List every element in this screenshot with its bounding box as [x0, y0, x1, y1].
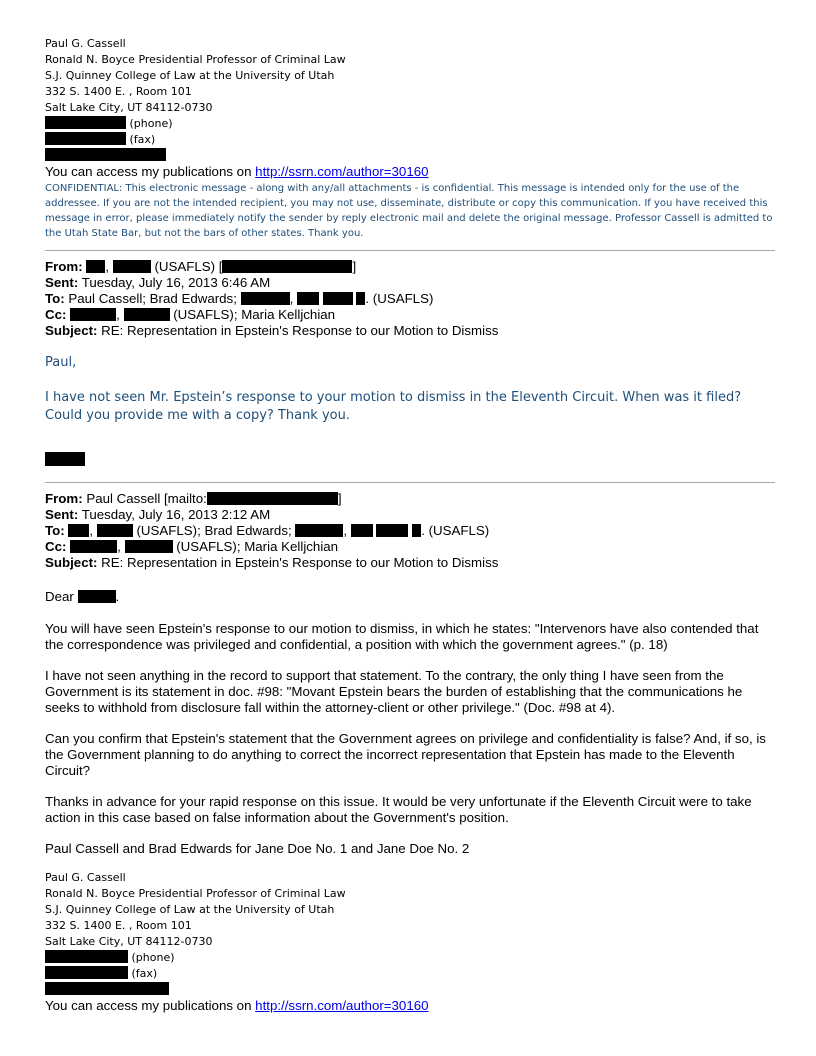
redaction-box [295, 524, 343, 537]
subject-line [45, 323, 775, 339]
sig-fax-label: (fax) [131, 967, 158, 980]
signature-block [45, 870, 775, 998]
document-page [45, 36, 775, 1014]
cc-line [45, 539, 775, 555]
cc-label: Cc: [45, 307, 67, 322]
to-value: (USAFLS); Brad Edwards; [132, 523, 296, 538]
redaction-box [124, 308, 170, 321]
redaction-box [45, 452, 85, 466]
sig-name: Paul G. Cassell [45, 37, 126, 50]
sig-fax-line [45, 132, 775, 148]
email-header [45, 259, 775, 339]
sent-line [45, 507, 775, 523]
from-label: From: [45, 491, 83, 506]
confidentiality-notice: CONFIDENTIAL: This electronic message - along with any/all attachments - is confidential. This message is intended only for the use of the addressee. If you are not the intended recipient, you may not use, disseminate, distribute or copy this communication. If you have received this message in error, please immediately notify the sender by reply electronic mail and delete the original message. Professor Cassell is admitted to the Utah State Bar, but not the bars of other states. Thank you. [45, 183, 773, 239]
sent-value: Tuesday, July 16, 2013 6:46 AM [78, 275, 271, 290]
redaction-box [45, 982, 169, 995]
sig-fax-line [45, 966, 775, 982]
sig-name: Paul G. Cassell [45, 871, 126, 884]
email-paragraph: You will have seen Epstein's response to our motion to dismiss, in which he states: "Intervenors have also contended that the correspondence was privileged and confidential, a position with which the government agrees." (p. 18) [45, 621, 759, 652]
publications-line [45, 164, 775, 180]
from-org: (USAFLS) [ [150, 259, 223, 274]
redaction-box [45, 966, 128, 979]
email-paragraph: Thanks in advance for your rapid response on this issue. It would be very unfortunate if the Eleventh Circuit were to take action in this case based on false information about the Government's position. [45, 794, 752, 825]
publications-link[interactable]: http://ssrn.com/author=30160 [255, 998, 429, 1013]
sig-email-line [45, 148, 775, 164]
sig-address-city: Salt Lake City, UT 84112-0730 [45, 935, 213, 948]
from-sep: , [105, 259, 110, 274]
redaction-box [241, 292, 290, 305]
sig-school: S.J. Quinney College of Law at the University of Utah [45, 69, 335, 82]
to-label: To: [45, 291, 65, 306]
publications-text: You can access my publications on [45, 998, 256, 1013]
to-end: . (USAFLS) [365, 291, 434, 306]
cc-sep: , [116, 307, 120, 322]
email-paragraph: I have not seen anything in the record to support that statement. To the contrary, the only thing I have seen from the Government is its statement in doc. #98: "Movant Epstein bears the burden of establishing that the communications he seeks to withhold from disclosure fall within the attorney-client or other privilege." (Doc. #98 at 4). [45, 668, 743, 715]
to-sep: , [343, 523, 348, 538]
email-paragraph: Can you confirm that Epstein's statement that the Government agrees on privilege and confidentiality is false? And, if so, is the Government planning to do anything to correct the incorrect representation that Epstein has made to the Eleventh Circuit? [45, 731, 766, 778]
redaction-box [68, 524, 89, 537]
sig-phone-label: (phone) [129, 117, 173, 130]
redaction-box [45, 950, 128, 963]
cc-value: (USAFLS); Maria Kelljchian [169, 307, 336, 322]
sender-signature [45, 451, 775, 465]
greeting-text: Dear [45, 589, 78, 604]
email-paragraph: Paul Cassell and Brad Edwards for Jane Doe No. 1 and Jane Doe No. 2 [45, 841, 470, 856]
redaction-box [70, 308, 116, 321]
greeting-end: . [115, 589, 120, 604]
subject-value: RE: Representation in Epstein's Response to our Motion to Dismiss [97, 323, 499, 338]
to-value: Paul Cassell; Brad Edwards; [64, 291, 241, 306]
redaction-box [113, 260, 151, 273]
email-greeting: Paul, [45, 355, 77, 370]
sent-value: Tuesday, July 16, 2013 2:12 AM [78, 507, 271, 522]
redaction-box [376, 524, 408, 537]
email-body: I have not seen Mr. Epstein’s response to your motion to dismiss in the Eleventh Circuit. When was it filed? Could you provide me with a copy? Thank you. [45, 390, 742, 423]
redaction-box [78, 590, 116, 603]
divider [45, 250, 775, 251]
publications-link[interactable]: http://ssrn.com/author=30160 [255, 164, 429, 179]
from-label: From: [45, 259, 83, 274]
sig-phone-line [45, 950, 775, 966]
redaction-box [351, 524, 373, 537]
to-line [45, 523, 775, 539]
cc-label: Cc: [45, 539, 67, 554]
from-close: ] [337, 491, 342, 506]
publications-line [45, 998, 775, 1014]
subject-value: RE: Representation in Epstein's Response to our Motion to Dismiss [97, 555, 499, 570]
sig-phone-label: (phone) [131, 951, 175, 964]
redaction-box [45, 116, 126, 129]
to-label: To: [45, 523, 65, 538]
email-greeting [45, 589, 775, 605]
sig-phone-line [45, 116, 775, 132]
sig-address-street: 332 S. 1400 E. , Room 101 [45, 85, 192, 98]
signature-block [45, 36, 775, 164]
cc-value: (USAFLS); Maria Kelljchian [172, 539, 339, 554]
redaction-box [86, 260, 105, 273]
redaction-box [323, 292, 353, 305]
sent-line [45, 275, 775, 291]
sig-address-city: Salt Lake City, UT 84112-0730 [45, 101, 213, 114]
sig-fax-label: (fax) [129, 133, 156, 146]
from-close: ] [352, 259, 357, 274]
subject-label: Subject: [45, 555, 98, 570]
sig-title: Ronald N. Boyce Presidential Professor of Criminal Law [45, 887, 346, 900]
sent-label: Sent: [45, 507, 79, 522]
to-line [45, 291, 775, 307]
cc-line [45, 307, 775, 323]
to-sep: , [289, 291, 294, 306]
publications-text: You can access my publications on [45, 164, 256, 179]
sent-label: Sent: [45, 275, 79, 290]
redaction-box [412, 524, 421, 537]
sig-title: Ronald N. Boyce Presidential Professor of Criminal Law [45, 53, 346, 66]
redaction-box [97, 524, 133, 537]
from-line [45, 491, 775, 507]
subject-label: Subject: [45, 323, 98, 338]
redaction-box [207, 492, 338, 505]
sig-address-street: 332 S. 1400 E. , Room 101 [45, 919, 192, 932]
to-sep: , [89, 523, 94, 538]
redaction-box [222, 260, 352, 273]
subject-line [45, 555, 775, 571]
cc-sep: , [117, 539, 121, 554]
from-line [45, 259, 775, 275]
redaction-box [70, 540, 117, 553]
from-value: Paul Cassell [mailto: [82, 491, 207, 506]
to-end: . (USAFLS) [421, 523, 490, 538]
divider [45, 482, 775, 483]
sig-school: S.J. Quinney College of Law at the University of Utah [45, 903, 335, 916]
redaction-box [297, 292, 319, 305]
redaction-box [45, 132, 126, 145]
redaction-box [45, 148, 166, 161]
sig-email-line [45, 982, 775, 998]
email-header [45, 491, 775, 571]
redaction-box [125, 540, 173, 553]
